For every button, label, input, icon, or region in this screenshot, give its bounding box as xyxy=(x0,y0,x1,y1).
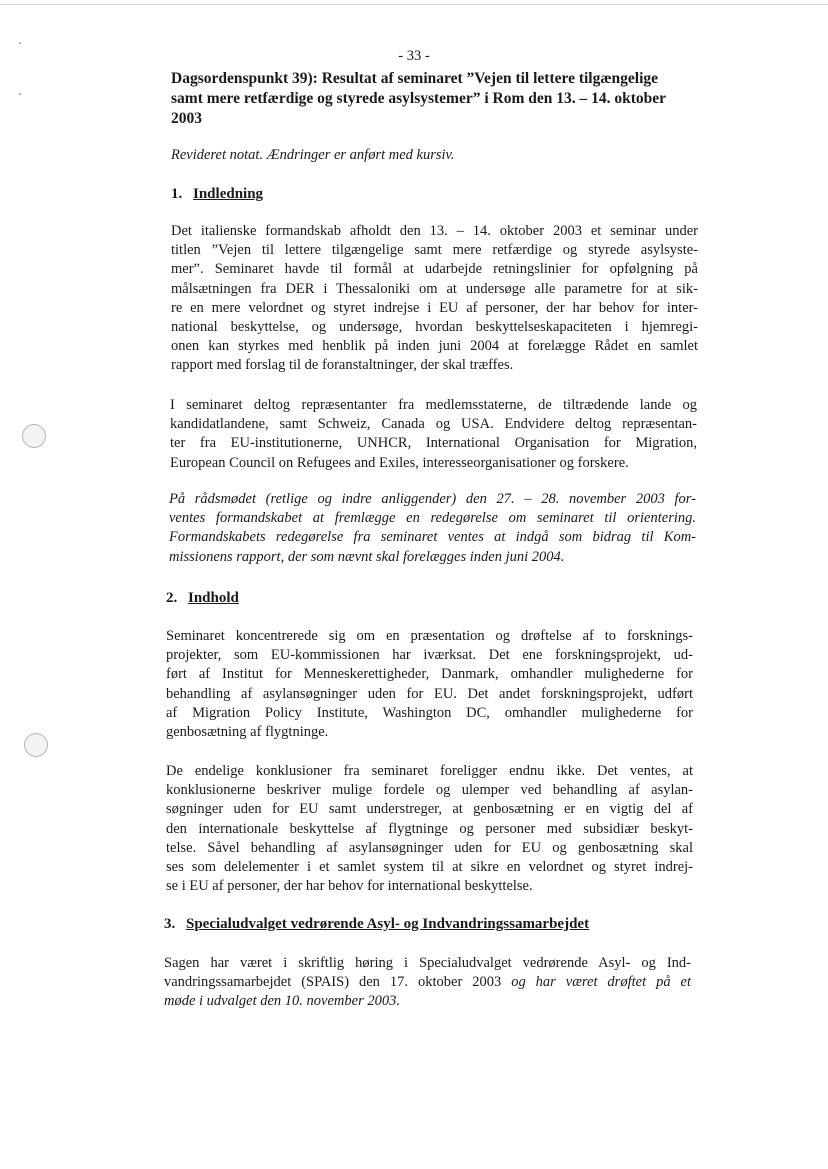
title-line: Dagsordenspunkt 39): Resultat af seminaret ”Vejen til lettere tilgængelige xyxy=(171,70,659,87)
paragraph xyxy=(171,222,698,376)
text-line: national beskyttelse, og undersøge, hvordan beskyttelseskapaciteten i hjemregi- xyxy=(171,319,698,336)
section-number: 3. xyxy=(164,916,176,932)
text-line: telse. Såvel behandling af asylansøgninger uden for EU og genbosætning skal xyxy=(166,839,693,856)
scan-edge-line xyxy=(0,4,828,5)
text-line: genbosætning af flygtninge. xyxy=(166,724,329,741)
section-title: Specialudvalget vedrørende Asyl- og Indvandringssamarbejdet xyxy=(186,916,590,932)
paragraph xyxy=(164,954,691,1012)
text-line: De endelige konklusioner fra seminaret foreligger endnu ikke. Det ventes, at xyxy=(166,763,693,779)
text-line: ter fra EU-institutionerne, UNHCR, International Organisation for Migration, xyxy=(170,435,697,452)
text-line: missionens rapport, der som nævnt skal forelægges inden juni 2004. xyxy=(169,548,565,565)
paragraph xyxy=(166,627,693,742)
text-line: rapport med forslag til de foranstaltninger, der skal træffes. xyxy=(171,357,514,374)
italic-text-run: og har været drøftet på et xyxy=(511,974,691,991)
punch-hole xyxy=(22,424,46,448)
paragraph xyxy=(170,396,697,473)
text-line: ventes formandskabet at fremlægge en redegørelse om seminaret til orientering. xyxy=(169,510,696,527)
text-line: konklusionerne beskriver mulige fordele og ulemper ved behandling af asylan- xyxy=(166,782,693,799)
text-line-mixed xyxy=(164,973,691,992)
text-line: ses som delelementer i et samlet system til at sikre en velordnet og styret indrej- xyxy=(166,859,693,876)
text-line: projekter, som EU-kommissionen har iværksat. Det ene forskningsprojekt, ud- xyxy=(166,647,693,664)
text-line: re en mere velordnet og styret indrejse i EU af personer, der har behov for inter- xyxy=(171,299,698,316)
text-line: ført af Institut for Menneskerettigheder, Danmark, omhandler mulighederne for xyxy=(166,666,693,683)
section-title: Indledning xyxy=(193,186,264,202)
text-line: kandidatlandene, samt Schweiz, Canada og USA. Endvidere deltog repræsentan- xyxy=(170,416,697,433)
text-line: den internationale beskyttelse af flygtninge og personer med subsidiær beskyt- xyxy=(166,820,693,837)
text-line: målsætningen fra DER i Thessaloniki om at undersøge alle parametre for at sik- xyxy=(171,280,698,297)
section-title: Indhold xyxy=(188,590,239,606)
section-heading-1 xyxy=(171,186,263,203)
text-run: vandringssamarbejdet (SPAIS) den 17. oktober 2003 xyxy=(164,974,512,991)
title-line: 2003 xyxy=(171,110,202,127)
scan-speck xyxy=(19,93,21,95)
document-title xyxy=(171,69,701,129)
title-line: samt mere retfærdige og styrede asylsystemer” i Rom den 13. – 14. oktober xyxy=(171,90,667,107)
text-line: Det italienske formandskab afholdt den 13. – 14. oktober 2003 et seminar under xyxy=(171,223,698,239)
text-line: se i EU af personer, der har behov for international beskyttelse. xyxy=(166,878,533,895)
text-line: Formandskabets redegørelse fra seminaret ventes at indgå som bidrag til Kom- xyxy=(169,529,696,546)
text-line: møde i udvalget den 10. november 2003. xyxy=(164,993,400,1010)
section-heading-3 xyxy=(164,916,589,933)
text-line: onen kan styrkes med henblik på inden juni 2004 at forelægge Rådet en samlet xyxy=(171,338,698,355)
text-line: mer”. Seminaret havde til formål at udarbejde retningslinier for opfølgning på xyxy=(171,261,698,278)
text-line: titlen ”Vejen til lettere tilgængelige samt mere retfærdige og styrede asylsyste- xyxy=(171,242,698,259)
text-line: European Council on Refugees and Exiles, interesseorganisationer og forskere. xyxy=(170,454,629,471)
revision-note: Revideret notat. Ændringer er anført med kursiv. xyxy=(171,147,455,163)
text-line: søgninger uden for EU samt understreger, at genbosætning er en vigtig del af xyxy=(166,801,693,818)
paragraph xyxy=(166,762,693,896)
text-line: I seminaret deltog repræsentanter fra medlemsstaterne, de tiltrædende lande og xyxy=(170,397,697,413)
section-heading-2 xyxy=(166,590,239,607)
text-line: På rådsmødet (retlige og indre anliggender) den 27. – 28. november 2003 for- xyxy=(169,491,696,507)
text-line: af Migration Policy Institute, Washington DC, omhandler mulighederne for xyxy=(166,704,693,721)
page-number: - 33 - xyxy=(398,48,430,64)
text-line: behandling af asylansøgninger uden for EU. Det andet forskningsprojekt, udført xyxy=(166,685,693,702)
italic-paragraph xyxy=(169,490,696,567)
text-line: Sagen har været i skriftlig høring i Specialudvalget vedrørende Asyl- og Ind- xyxy=(164,955,691,971)
section-number: 1. xyxy=(171,186,183,202)
text-line: Seminaret koncentrerede sig om en præsentation og drøftelse af to forsknings- xyxy=(166,628,693,644)
scan-speck xyxy=(19,42,21,44)
section-number: 2. xyxy=(166,590,178,606)
punch-hole xyxy=(24,733,48,757)
